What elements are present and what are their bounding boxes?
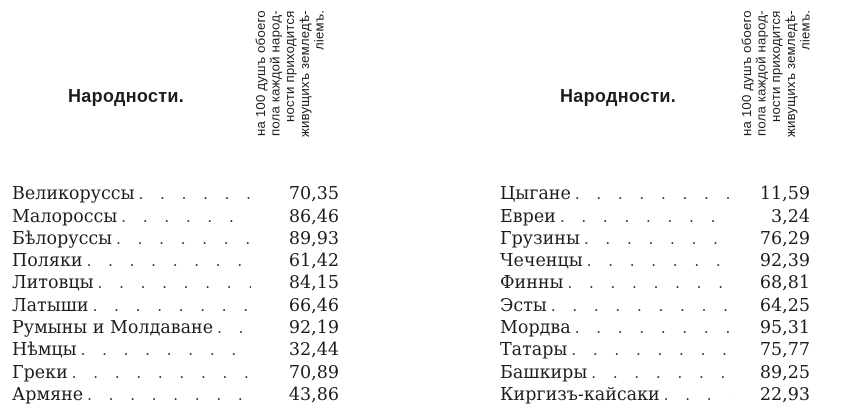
- left-column-header: [254, 10, 327, 178]
- percentage-value: 11,59: [759, 184, 810, 205]
- left-column-header-line: живущихъ земледѣ-: [296, 10, 312, 137]
- table-row: [12, 383, 347, 405]
- table-row: [12, 227, 347, 249]
- left-rows: [12, 182, 347, 405]
- right-heading: Народности.: [560, 86, 677, 106]
- leader-dots: [77, 340, 251, 360]
- nationality-name: Киргизъ-кайсаки: [500, 384, 660, 405]
- leader-dots: [117, 207, 251, 227]
- nationality-name: Башкиры: [500, 362, 588, 383]
- percentage-value: 89,25: [759, 362, 810, 383]
- percentage-value: 89,93: [288, 228, 339, 249]
- percentage-value: 66,46: [288, 295, 339, 316]
- nationality-name: Чеченцы: [500, 251, 583, 272]
- left-column-header-line: ности приходится: [282, 10, 298, 122]
- right-column-header-line: живущихъ земледѣ-: [782, 10, 798, 137]
- percentage-value: 86,46: [288, 206, 339, 227]
- table-row: [12, 360, 347, 382]
- leader-dots: [567, 340, 730, 360]
- nationality-name: Греки: [12, 362, 68, 383]
- nationality-name: Латыши: [12, 295, 89, 316]
- nationality-name: Литовцы: [12, 273, 94, 294]
- percentage-value: 61,42: [288, 251, 339, 272]
- leader-dots: [83, 385, 251, 405]
- leader-dots: [587, 363, 730, 383]
- table-row: [12, 204, 347, 226]
- nationality-name: Бѣлоруссы: [12, 228, 113, 249]
- right-column-header: [740, 10, 813, 178]
- leader-dots: [135, 184, 252, 204]
- left-heading: Народности.: [68, 86, 185, 106]
- table-row: [500, 227, 820, 249]
- leader-dots: [83, 251, 251, 271]
- table-row: [500, 338, 820, 360]
- nationality-name: Грузины: [500, 228, 580, 249]
- left-column-header-line: пола каждой народ-: [267, 10, 283, 136]
- leader-dots: [68, 363, 251, 383]
- table-row: [500, 360, 820, 382]
- table-row: [500, 204, 820, 226]
- table-row: [12, 338, 347, 360]
- table-row: [12, 182, 347, 204]
- percentage-value: 84,15: [288, 273, 339, 294]
- right-column-header-line: ліемъ.: [797, 10, 813, 51]
- nationality-name: Нѣмцы: [12, 340, 77, 361]
- leader-dots: [112, 229, 251, 249]
- nationality-name: Великоруссы: [12, 184, 135, 205]
- percentage-value: 32,44: [288, 340, 339, 361]
- nationality-name: Цыгане: [500, 184, 571, 205]
- table-row: [12, 293, 347, 315]
- table-row: [12, 249, 347, 271]
- percentage-value: 92,39: [759, 251, 810, 272]
- nationality-name: Мордва: [500, 318, 571, 339]
- right-column-header-line: на 100 душъ обоего: [739, 10, 754, 136]
- left-column-header-line: на 100 душъ обоего: [253, 10, 268, 136]
- percentage-value: 22,93: [759, 384, 810, 405]
- table-row: [500, 271, 820, 293]
- percentage-value: 95,31: [759, 318, 810, 339]
- nationality-name: Поляки: [12, 251, 83, 272]
- percentage-value: 76,29: [759, 228, 810, 249]
- table-row: [500, 383, 820, 405]
- nationality-name: Армяне: [12, 384, 84, 405]
- percentage-value: 75,77: [759, 340, 810, 361]
- leader-dots: [213, 318, 251, 338]
- table-row: [500, 293, 820, 315]
- percentage-value: 64,25: [759, 295, 810, 316]
- leader-dots: [660, 385, 730, 405]
- table-row: [500, 249, 820, 271]
- percentage-value: 43,86: [288, 384, 339, 405]
- leader-dots: [94, 273, 251, 293]
- percentage-value: 70,35: [288, 184, 339, 205]
- nationality-name: Татары: [500, 340, 568, 361]
- table-row: [500, 316, 820, 338]
- right-rows: [500, 182, 820, 405]
- nationality-name: Румыны и Молдаване: [12, 318, 214, 339]
- leader-dots: [571, 318, 730, 338]
- right-column-header-line: пола каждой народ-: [753, 10, 769, 136]
- percentage-value: 70,89: [288, 362, 339, 383]
- percentage-value: 3,24: [771, 206, 810, 227]
- right-table: [420, 0, 841, 411]
- nationality-name: Малороссы: [12, 206, 118, 227]
- percentage-value: 68,81: [759, 273, 810, 294]
- right-column-header-line: ности приходится: [768, 10, 784, 122]
- left-table: [0, 0, 420, 411]
- leader-dots: [580, 229, 730, 249]
- leader-dots: [583, 251, 730, 271]
- leader-dots: [571, 184, 730, 204]
- percentage-value: 92,19: [288, 318, 339, 339]
- leader-dots: [563, 273, 730, 293]
- table-row: [12, 271, 347, 293]
- nationality-name: Эсты: [500, 295, 547, 316]
- table-row: [500, 182, 820, 204]
- left-column-header-line: ліемъ.: [311, 10, 327, 51]
- table-row: [12, 316, 347, 338]
- nationality-name: Евреи: [500, 206, 556, 227]
- nationality-name: Финны: [500, 273, 564, 294]
- leader-dots: [89, 296, 251, 316]
- leader-dots: [556, 207, 730, 227]
- leader-dots: [547, 296, 730, 316]
